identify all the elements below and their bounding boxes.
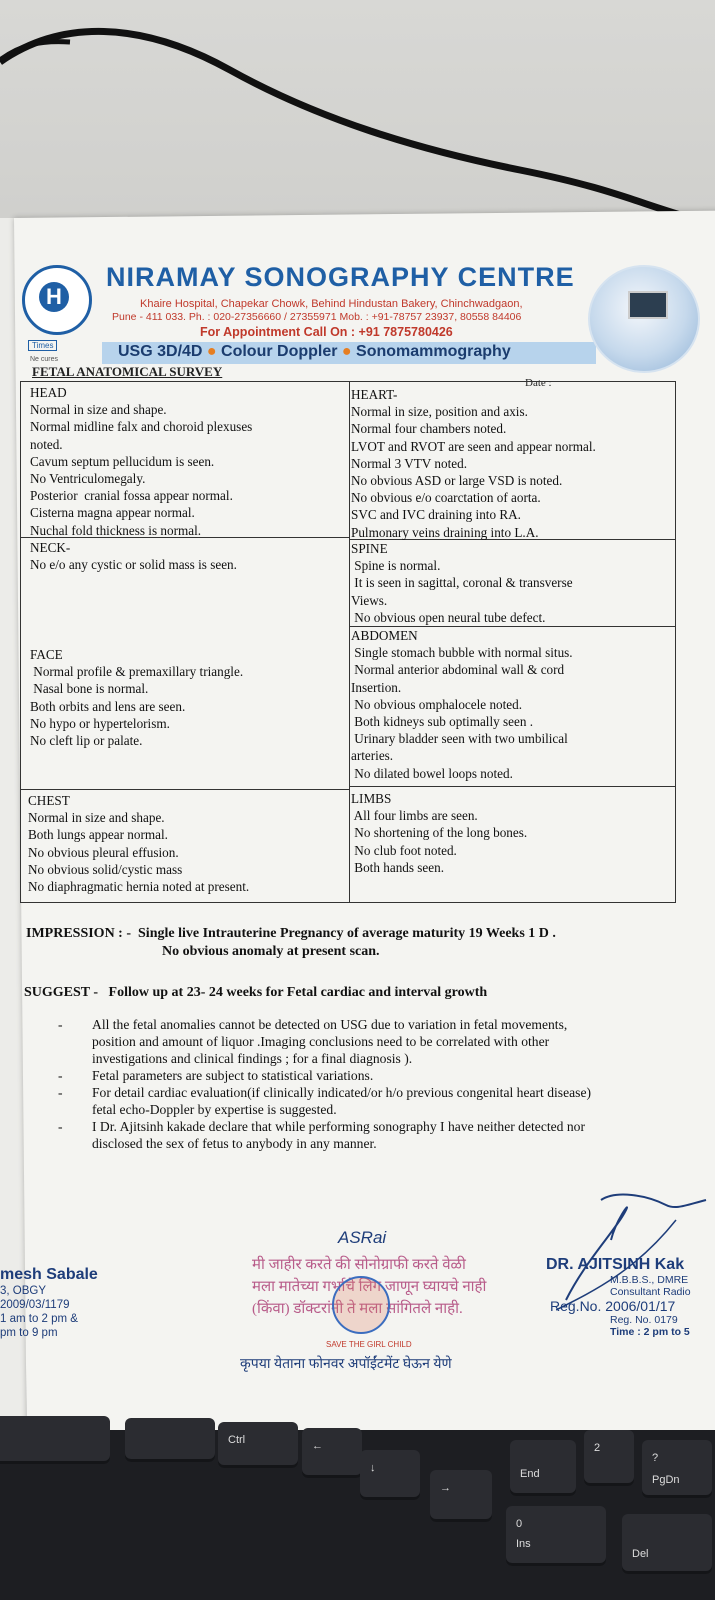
finding-line: Spine is normal. bbox=[351, 558, 441, 574]
finding-line: Both orbits and lens are seen. bbox=[30, 698, 186, 714]
left-doctor-line: pm to 9 pm bbox=[0, 1327, 58, 1339]
save-girl-child-logo bbox=[332, 1276, 390, 1334]
logo-letter: H bbox=[39, 282, 69, 312]
appointment-line: For Appointment Call On : +91 7875780426 bbox=[200, 325, 453, 339]
appointment-note-marathi: कृपया येताना फोनवर अपॉईंटमेंट घेऊन येणे bbox=[240, 1357, 452, 1372]
service-doppler: Colour Doppler bbox=[221, 343, 338, 360]
finding-line: Normal 3 VTV noted. bbox=[351, 455, 467, 471]
finding-line: No obvious pleural effusion. bbox=[28, 844, 179, 860]
ultrasound-photo bbox=[588, 265, 700, 373]
disclaimer-item bbox=[58, 1118, 591, 1152]
keyboard-key-del: Del bbox=[622, 1514, 712, 1574]
finding-line: arteries. bbox=[351, 748, 394, 764]
disclaimer-line: position and amount of liquor .Imaging conclusions need to be correlated with other bbox=[92, 1034, 550, 1049]
finding-line: SVC and IVC draining into RA. bbox=[351, 507, 521, 523]
section-heading: HEART- bbox=[351, 387, 398, 402]
right-doctor-block bbox=[546, 1256, 691, 1338]
survey-table bbox=[20, 381, 676, 903]
disclaimer-line: investigations and clinical findings ; for a final diagnosis ). bbox=[92, 1051, 413, 1066]
keyboard-key-pgdn: ? PgDn bbox=[642, 1440, 712, 1498]
abdomen-cell bbox=[351, 627, 573, 782]
right-doctor-line: Time : 2 pm to 5 bbox=[610, 1326, 690, 1338]
limbs-cell bbox=[351, 790, 527, 876]
keyboard-key-ctrl: Ctrl bbox=[218, 1422, 298, 1468]
finding-line: Normal four chambers noted. bbox=[351, 421, 507, 437]
stamp-line: मला मातेच्या गर्भाचे लिंग जाणून घ्यायचे नाही bbox=[252, 1279, 487, 1295]
survey-title: FETAL ANATOMICAL SURVEY bbox=[32, 364, 223, 379]
disclaimer-line: Fetal parameters are subject to statistical variations. bbox=[92, 1068, 374, 1083]
head-cell bbox=[30, 384, 252, 539]
keyboard-key bbox=[0, 1416, 110, 1464]
finding-line: Nuchal fold thickness is normal. bbox=[30, 522, 202, 538]
disclaimer-line: For detail cardiac evaluation(if clinically indicated/or h/o previous congenital heart disease) bbox=[92, 1085, 591, 1100]
finding-line: Normal anterior abdominal wall & cord bbox=[351, 662, 565, 678]
disclaimer-notes bbox=[58, 1016, 591, 1152]
finding-line: LVOT and RVOT are seen and appear normal. bbox=[351, 438, 596, 454]
finding-line: No diaphragmatic hernia noted at present. bbox=[28, 879, 250, 895]
keyboard-key-ins: 0 Ins bbox=[506, 1506, 606, 1566]
section-heading: FACE bbox=[30, 647, 63, 662]
chest-cell bbox=[28, 792, 249, 895]
finding-line: Single stomach bubble with normal situs. bbox=[351, 645, 573, 661]
finding-line: No cleft lip or palate. bbox=[30, 733, 143, 749]
finding-line: No shortening of the long bones. bbox=[351, 825, 528, 841]
dash-icon: - bbox=[58, 1085, 63, 1100]
suggest-text: Follow up at 23- 24 weeks for Fetal cardiac and interval growth bbox=[108, 985, 488, 1000]
section-heading: SPINE bbox=[351, 541, 388, 556]
cable-image bbox=[0, 0, 715, 240]
finding-line: Normal in size and shape. bbox=[28, 810, 165, 826]
finding-line: No obvious e/o coarctation of aorta. bbox=[351, 490, 541, 506]
disclaimer-line: I Dr. Ajitsinh kakade declare that while performing sonography I have neither detected nor bbox=[92, 1119, 585, 1134]
keyboard-image bbox=[0, 1430, 715, 1600]
hospital-logo bbox=[22, 265, 92, 335]
disclaimer-line: All the fetal anomalies cannot be detected on USG due to variation in fetal movements, bbox=[92, 1017, 568, 1032]
finding-line: Normal in size, position and axis. bbox=[351, 404, 528, 420]
finding-line: Posterior cranial fossa appear normal. bbox=[30, 488, 233, 504]
table-divider bbox=[21, 789, 349, 790]
dash-icon: - bbox=[58, 1119, 63, 1134]
suggest-label: SUGGEST - bbox=[24, 985, 99, 1000]
centre-name: NIRAMAY SONOGRAPHY CENTRE bbox=[106, 262, 575, 292]
finding-line: Normal midline falx and choroid plexuses bbox=[30, 419, 253, 435]
dash-icon: - bbox=[58, 1017, 63, 1032]
stamp-caption: SAVE THE GIRL CHILD bbox=[326, 1340, 412, 1349]
impression-line-2: No obvious anomaly at present scan. bbox=[162, 944, 380, 959]
face-cell bbox=[30, 646, 243, 749]
finding-line: Insertion. bbox=[351, 679, 402, 695]
section-heading: NECK- bbox=[30, 540, 71, 555]
left-doctor-line: 3, OBGY bbox=[0, 1285, 47, 1297]
finding-line: No dilated bowel loops noted. bbox=[351, 765, 513, 781]
left-doctor-line: 1 am to 2 pm & bbox=[0, 1313, 78, 1325]
finding-line: It is seen in sagittal, coronal & transverse bbox=[351, 575, 573, 591]
left-doctor-name: mesh Sabale bbox=[0, 1266, 98, 1283]
service-sonomammography: Sonomammography bbox=[356, 343, 511, 360]
keyboard-key-end: End bbox=[510, 1440, 576, 1496]
right-arrow-key: → bbox=[430, 1470, 492, 1522]
right-doctor-name: DR. AJITSINH Kak bbox=[546, 1256, 685, 1273]
services-line bbox=[118, 343, 511, 361]
finding-line: Both kidneys sub optimally seen . bbox=[351, 714, 534, 730]
disclaimer-line: disclosed the sex of fetus to anybody in any manner. bbox=[92, 1136, 377, 1151]
finding-line: Cavum septum pellucidum is seen. bbox=[30, 453, 215, 469]
date-label: Date : bbox=[525, 377, 552, 389]
finding-line: No club foot noted. bbox=[351, 842, 457, 858]
finding-line: No e/o any cystic or solid mass is seen. bbox=[30, 557, 237, 573]
finding-line: All four limbs are seen. bbox=[351, 808, 478, 824]
finding-line: Both hands seen. bbox=[351, 859, 445, 875]
address-line-1: Khaire Hospital, Chapekar Chowk, Behind Hindustan Bakery, Chinchwadgaon, bbox=[140, 298, 523, 310]
stamp-signature: ASRai bbox=[338, 1228, 387, 1247]
stamp-line: (किंवा) डॉक्टरांनी ते मला सांगितले नाही. bbox=[252, 1301, 463, 1317]
service-3d4d: USG 3D/4D bbox=[118, 343, 203, 360]
left-arrow-key: ← bbox=[302, 1428, 362, 1478]
right-doctor-line: Reg. No. 0179 bbox=[610, 1314, 678, 1326]
stamp-line: मी जाहीर करते की सोनोग्राफी करते वेळी bbox=[252, 1257, 466, 1273]
keyboard-key bbox=[125, 1418, 215, 1462]
right-doctor-line: Consultant Radio bbox=[610, 1286, 691, 1298]
address-line-2: Pune - 411 033. Ph. : 020-27356660 / 27355971 Mob. : +91-78757 23937, 80558 84406 bbox=[112, 311, 522, 323]
bullet-icon: ● bbox=[341, 343, 357, 360]
left-doctor-line: 2009/03/1179 bbox=[0, 1299, 70, 1311]
finding-line: Urinary bladder seen with two umbilical bbox=[351, 731, 568, 747]
finding-line: No obvious solid/cystic mass bbox=[28, 861, 183, 877]
finding-line: Cisterna magna appear normal. bbox=[30, 505, 195, 521]
suggest-line bbox=[24, 985, 487, 1001]
finding-line: No obvious omphalocele noted. bbox=[351, 696, 523, 712]
logo-tag: Times bbox=[28, 340, 57, 351]
impression-text: Single live Intrauterine Pregnancy of average maturity 19 Weeks 1 D . bbox=[138, 926, 556, 941]
spine-cell bbox=[351, 540, 573, 626]
monitor-icon bbox=[628, 291, 668, 319]
section-heading: LIMBS bbox=[351, 791, 392, 806]
finding-line: Views. bbox=[351, 592, 388, 608]
section-heading: HEAD bbox=[30, 385, 67, 400]
disclaimer-item bbox=[58, 1067, 591, 1084]
heart-cell bbox=[351, 386, 596, 541]
finding-line: Normal profile & premaxillary triangle. bbox=[30, 664, 244, 680]
section-heading: ABDOMEN bbox=[351, 628, 418, 643]
left-doctor-block bbox=[0, 1266, 98, 1340]
down-arrow-key: ↓ bbox=[360, 1450, 420, 1500]
finding-line: Nasal bone is normal. bbox=[30, 681, 149, 697]
bullet-icon: ● bbox=[206, 343, 222, 360]
section-heading: CHEST bbox=[28, 793, 70, 808]
finding-line: Normal in size and shape. bbox=[30, 402, 167, 418]
finding-line: noted. bbox=[30, 436, 63, 452]
table-divider bbox=[349, 786, 675, 787]
impression-label: IMPRESSION : - bbox=[26, 926, 132, 941]
disclaimer-line: fetal echo-Doppler by expertise is suggested. bbox=[92, 1102, 337, 1117]
finding-line: No hypo or hypertelorism. bbox=[30, 715, 170, 731]
finding-line: Both lungs appear normal. bbox=[28, 827, 168, 843]
disclaimer-item bbox=[58, 1016, 591, 1067]
table-divider bbox=[349, 382, 350, 902]
keyboard-key-2: 2 bbox=[584, 1430, 634, 1486]
finding-line: No obvious ASD or large VSD is noted. bbox=[351, 473, 563, 489]
dash-icon: - bbox=[58, 1068, 63, 1083]
finding-line: Pulmonary veins draining into L.A. bbox=[351, 524, 539, 540]
disclaimer-item bbox=[58, 1084, 591, 1118]
impression-line bbox=[26, 926, 556, 942]
neck-cell bbox=[30, 539, 237, 573]
finding-line: No Ventriculomegaly. bbox=[30, 471, 146, 487]
right-doctor-line: Reg.No. 2006/01/17 bbox=[550, 1298, 676, 1314]
right-doctor-line: M.B.B.S., DMRE bbox=[610, 1274, 689, 1286]
finding-line: No obvious open neural tube defect. bbox=[351, 609, 546, 625]
logo-subtag: Ne cures bbox=[30, 356, 59, 363]
